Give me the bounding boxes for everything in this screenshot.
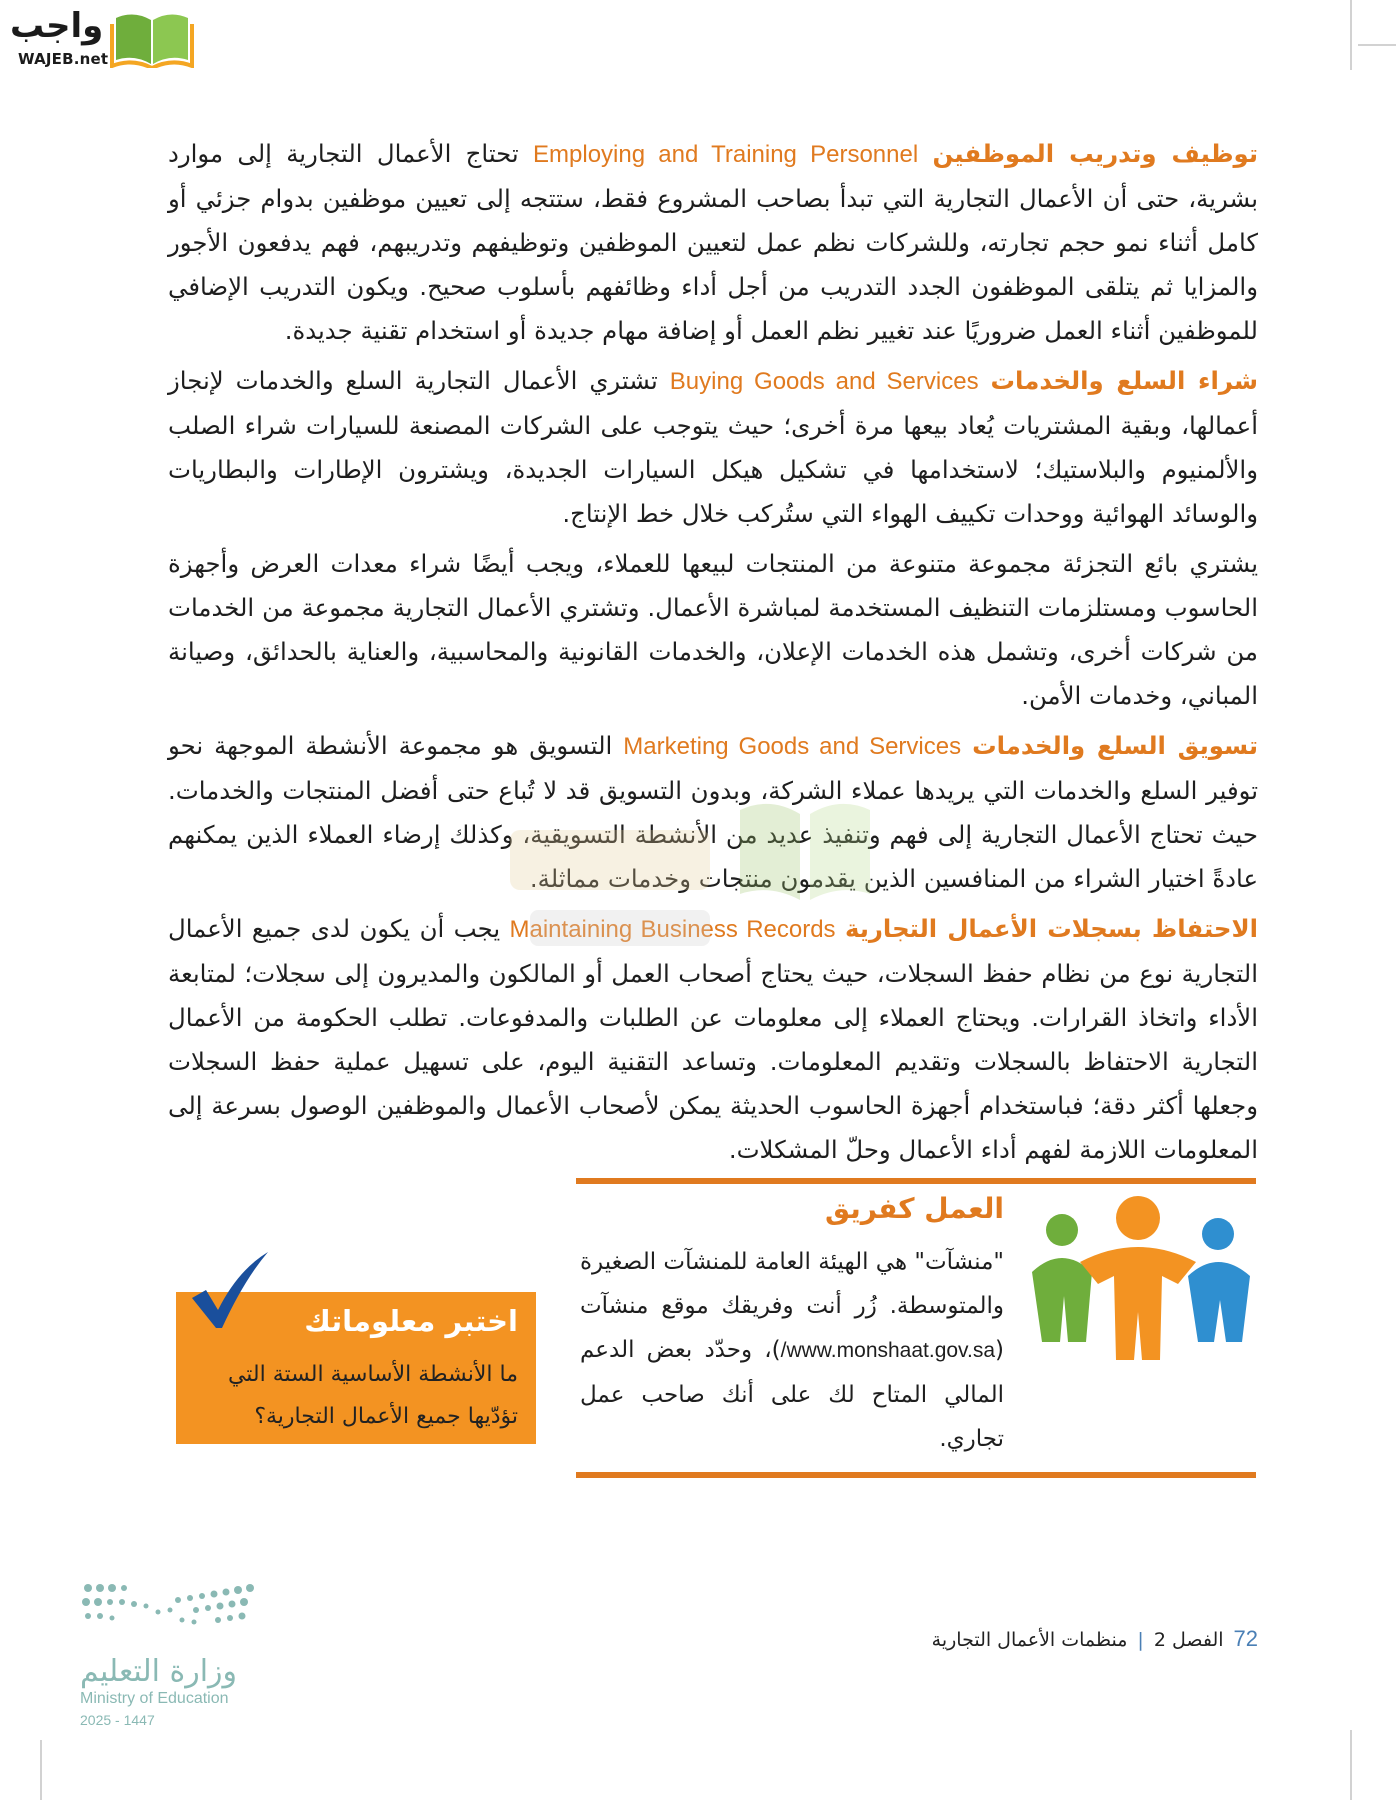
main-content [168,132,1258,1172]
paragraph-retail [168,542,1258,718]
quiz-box [176,1292,536,1444]
section-heading-en: Buying Goods and Services [669,368,979,395]
ministry-dots-icon [78,1580,258,1650]
paragraph-text: يجب أن يكون لدى جميع الأعمال التجارية نوع من نظام حفظ السجلات، حيث يحتاج أصحاب العمل أو المالكون والمديرون إلى سجلات؛ لمتابعة الأداء واتخاذ القرارات. ويحتاج العملاء إلى معلومات عن الطلبات والمدفوعات. تطلب الحكومة من الأعمال التجارية الاحتفاظ بالسجلات وتقديم المعلومات. وتساعد التقنية اليوم، على تسهيل عملية حفظ السجلات وجعلها أكثر دقة؛ فباستخدام أجهزة الحاسوب الحديثة يمكن لأصحاب الأعمال والموظفين الوصول بسرعة إلى المعلومات اللازمة لفهم أداء الأعمال وحلّ المشكلات. [168,914,1258,1164]
paragraph-text: يشتري بائع التجزئة مجموعة متنوعة من المنتجات لبيعها للعملاء، ويجب أيضًا شراء معدات العرض وأجهزة الحاسوب ومستلزمات التنظيف المستخدمة لمباشرة الأعمال. وتشتري الأعمال التجارية مجموعة من الخدمات من شركات أخرى، وتشمل هذه الخدمات الإعلان، والخدمات القانونية والمحاسبية، والعناية بالحدائق، وصيانة المباني، وخدمات الأمن. [168,549,1258,710]
quiz-question: ما الأنشطة الأساسية الستة التي تؤدّيها جميع الأعمال التجارية؟ [227,1362,518,1429]
page-footer [932,1626,1258,1652]
logo-domain: WAJEB.net [18,50,109,68]
ministry-name-ar: وزارة التعليم [80,1654,238,1689]
monshaat-link[interactable]: www.monshaat.gov.sa/ [780,1339,996,1362]
section-heading: شراء السلع والخدمات [990,366,1259,395]
teamwork-text [580,1240,1004,1461]
chapter-label: الفصل 2 [1153,1629,1224,1651]
ministry-logo [78,1580,298,1730]
teamwork-text-part: "منشآت" هي الهيئة العامة للمنشآت الصغيرة والمتوسطة. زُر أنت وفريقك موقع منشآت ( [580,1249,1004,1363]
paragraph-employing [168,132,1258,353]
teamwork-title: العمل كفريق [824,1192,1004,1225]
section-heading: توظيف وتدريب الموظفين [932,139,1258,168]
checkmark-icon [188,1250,272,1330]
crop-mark [1350,0,1352,70]
teamwork-box [576,1178,1256,1478]
logo-word: واجب [10,6,104,46]
ministry-name-en: Ministry of Education [80,1690,229,1707]
paragraph-records [168,907,1258,1172]
team-people-icon [1028,1192,1254,1362]
chapter-title: منظمات الأعمال التجارية [931,1629,1128,1651]
divider [576,1178,1256,1184]
paragraph-buying [168,359,1258,536]
section-heading-en: Maintaining Business Records [509,916,836,943]
paragraph-text: تحتاج الأعمال التجارية إلى موارد بشرية، حتى أن الأعمال التجارية التي تبدأ بصاحب المشروع فقط، ستتجه إلى تعيين موظفين بدوام جزئي أو كامل أثناء نمو حجم تجارته، وللشركات نظم عمل لتعيين الموظفين وتوظيفهم وتدريبهم، فهم يدفعون الأجور والمزايا ثم يتلقى الموظفون الجدد التدريب من أجل أداء وظائفهم بأسلوب صحيح. ويكون التدريب الإضافي للموظفين أثناء العمل ضروريًا عند تغيير نظم العمل أو إضافة مهام جديدة أو استخدام تقنية جديدة. [168,139,1258,345]
book-icon [110,8,194,68]
divider [576,1472,1256,1478]
section-heading-en: Marketing Goods and Services [623,733,962,760]
paragraph-text: تشتري الأعمال التجارية السلع والخدمات لإنجاز أعمالها، وبقية المشتريات يُعاد بيعها مرة أخرى؛ حيث يتوجب على الشركات المصنعة للسيارات شراء الصلب والألمنيوم والبلاستيك؛ لاستخدامها في تشكيل هيكل السيارات الجديدة، ويشترون الإطارات والبطاريات والوسائد الهوائية ووحدات تكييف الهواء التي ستُركب خلال خط الإنتاج. [168,366,1258,528]
ministry-year: 2025 - 1447 [80,1712,155,1728]
crop-mark [1350,1730,1352,1800]
site-logo[interactable] [6,6,196,68]
page-number: 72 [1233,1626,1258,1651]
crop-mark [40,1740,42,1800]
crop-mark [1358,44,1396,46]
section-heading-en: Employing and Training Personnel [533,141,919,168]
section-heading: تسويق السلع والخدمات [972,731,1259,760]
quiz-title: اختبر معلوماتك [304,1304,518,1338]
teamwork-text-part: )، وحدّد بعض الدعم المالي المتاح لك على أنك صاحب عمل تجاري. [580,1337,1004,1452]
section-heading: الاحتفاظ بسجلات الأعمال التجارية [844,914,1258,943]
footer-separator: | [1137,1629,1144,1651]
paragraph-text: التسويق هو مجموعة الأنشطة الموجهة نحو توفير السلع والخدمات التي يريدها عملاء الشركة، وبدون التسويق قد لا تُباع حتى أفضل المنتجات والخدمات. حيث تحتاج الأعمال التجارية إلى فهم وتنفيذ عديد من الأنشطة التسويقية، وكذلك إرضاء العملاء الذين يمكنهم عادةً اختيار الشراء من المنافسين الذين يقدمون منتجات وخدمات مماثلة. [168,731,1258,893]
paragraph-marketing [168,724,1258,901]
